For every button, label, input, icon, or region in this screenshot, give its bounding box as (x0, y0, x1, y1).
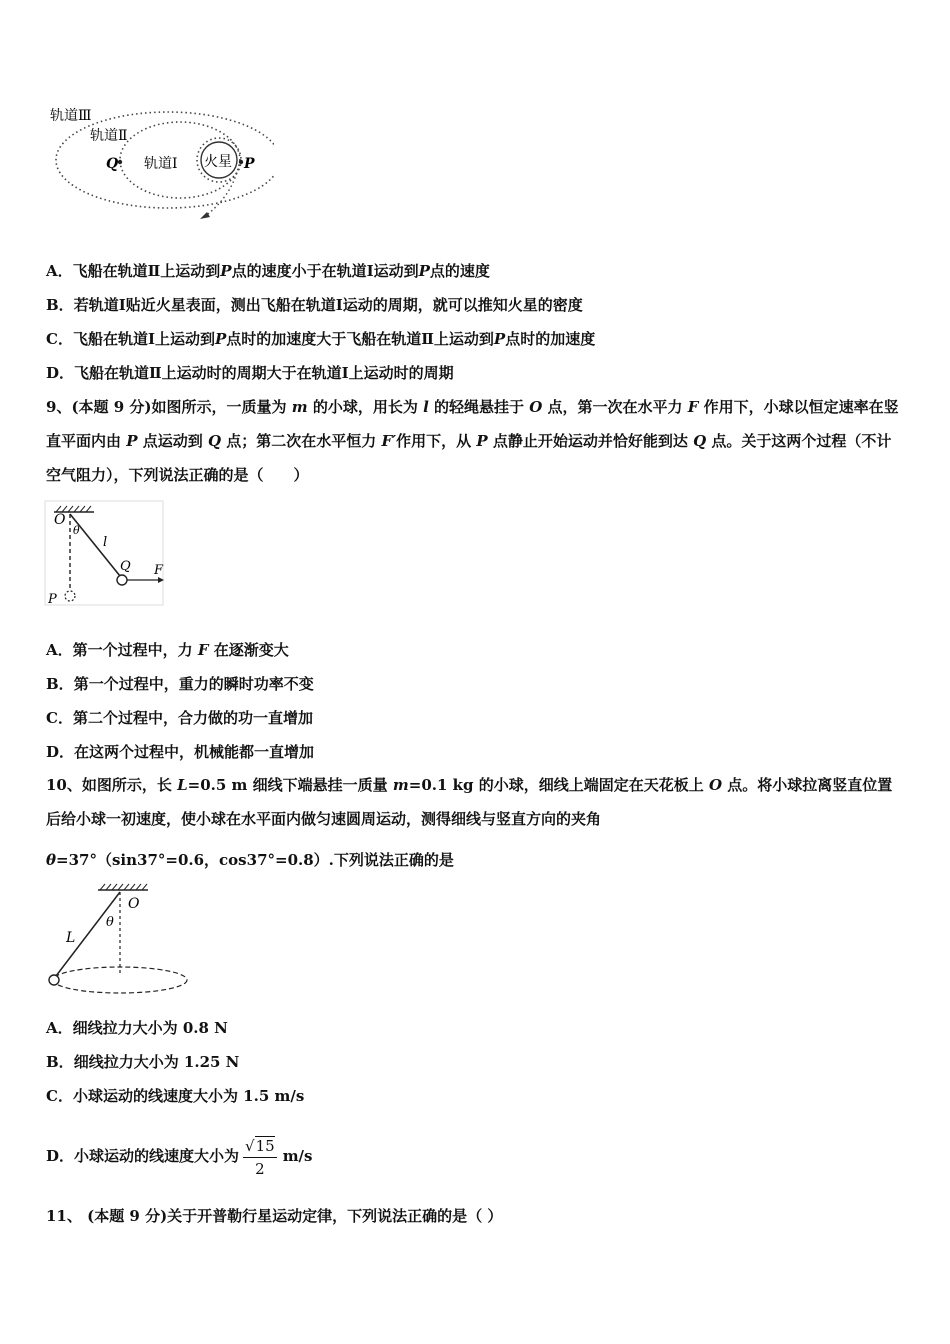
q9-option-c: C．第二个过程中，合力做的功一直增加 (46, 709, 313, 727)
sqrt-fraction: $\frac{√15}{2}$ (245, 1136, 275, 1178)
point-p-dot (239, 160, 243, 164)
orbit-2-label: 轨道Ⅱ (90, 128, 128, 144)
ball-q (117, 575, 127, 585)
label-theta: θ (106, 915, 114, 930)
q8-option-c: C．飞船在轨道Ⅰ上运动到P点时的加速度大于飞船在轨道Ⅱ上运动到P点时的加速度 (46, 330, 596, 348)
q10-option-a: A．细线拉力大小为 0.8 N (46, 1019, 228, 1037)
mars-label: 火星 (204, 154, 232, 170)
ball-p (65, 591, 75, 601)
point-q-dot (118, 160, 122, 164)
q10-option-c: C．小球运动的线速度大小为 1.5 m/s (46, 1087, 305, 1105)
orbit-figure (44, 100, 274, 225)
pendulum-figure (44, 500, 168, 608)
label-l: L (66, 930, 76, 946)
q8-option-a: A．飞船在轨道Ⅱ上运动到P点的速度小于在轨道Ⅰ运动到P点的速度 (46, 262, 490, 280)
q9-option-b: B．第一个过程中，重力的瞬时功率不变 (46, 675, 314, 693)
point-q-label: Q (106, 156, 119, 172)
point-p-label: P (244, 156, 255, 172)
q8-option-d: D．飞船在轨道Ⅱ上运动时的周期大于在轨道Ⅰ上运动时的周期 (46, 364, 454, 382)
sqrt-sign: √ (245, 1136, 255, 1155)
q9-option-a: A．第一个过程中，力 F 在逐渐变大 (46, 641, 289, 659)
q8-option-b: B．若轨道Ⅰ贴近火星表面，测出飞船在轨道Ⅰ运动的周期，就可以推知火星的密度 (46, 296, 583, 314)
label-l: l (103, 535, 108, 550)
ceiling-hatch (100, 884, 147, 890)
label-q: Q (120, 559, 131, 574)
label-p: P (48, 592, 57, 607)
ball (49, 975, 59, 985)
q10-stem-angle: θ=37°（sin37°=0.6，cos37°=0.8）.下列说法正确的是 (46, 851, 454, 869)
q9-stem: 9、(本题 9 分)如图所示，一质量为 m 的小球，用长为 l 的轻绳悬挂于 O 点，第一次在水平力 F 作用下，小球以恒定速率在竖直平面内由 P 点运动到 Q 点；第二次在水平恒力 F′作用下，从 P 点静止开始运动并恰好能到达 Q 点。关于这两个过程（不计空气阻力），下列说法正确的是（ ） (46, 398, 899, 484)
label-o: O (128, 896, 140, 912)
label-theta: θ (73, 524, 80, 537)
orbit-3-label: 轨道Ⅲ (50, 108, 92, 124)
conical-pendulum-figure (44, 880, 194, 1000)
q10-option-d: D．小球运动的线速度大小为 $\frac{√15}{2}$ m/s (46, 1136, 313, 1178)
orbit-1-label: 轨道Ⅰ (144, 156, 178, 172)
q10-stem: 10、如图所示，长 L=0.5 m 细线下端悬挂一质量 m=0.1 kg 的小球，细线上端固定在天花板上 O 点。将小球拉离竖直位置后给小球一初速度，使小球在水平面内做匀速圆周运动，测得细线与竖直方向的夹角 (46, 776, 893, 828)
q11-stem: 11、 (本题 9 分)关于开普勒行星运动定律，下列说法正确的是（ ） (46, 1207, 503, 1225)
q9-option-d: D．在这两个过程中，机械能都一直增加 (46, 743, 315, 761)
q10-option-b: B．细线拉力大小为 1.25 N (46, 1053, 240, 1071)
label-o: O (54, 512, 66, 528)
label-f: F (154, 563, 164, 578)
